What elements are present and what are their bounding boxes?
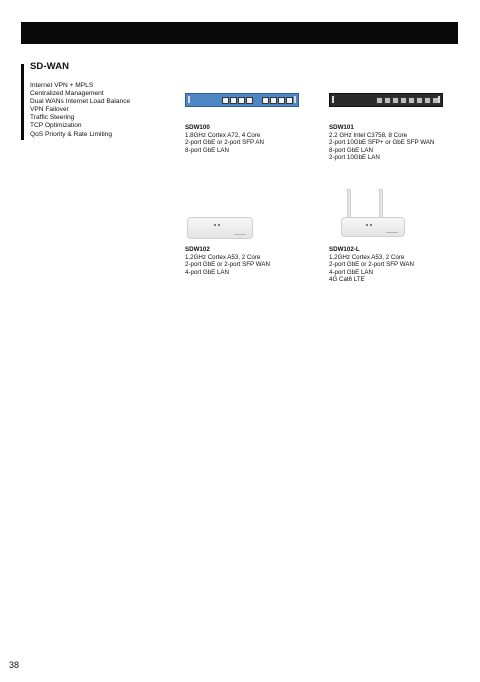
product-card-sdw101 — [329, 93, 459, 162]
product-specs — [185, 254, 315, 277]
product-card-sdw100 — [185, 93, 315, 154]
spec-line: 2-port GbE or 2-port SFP AN — [185, 139, 264, 147]
spec-line: 2.2 GHz Intel C3758, 8 Core — [329, 131, 408, 139]
feature-item: Dual WANs Internet Load Balance — [30, 98, 131, 106]
product-image-sdw102 — [185, 214, 315, 243]
spec-line: 2-port 10GbE SFP+ or GbE SFP WAN — [329, 139, 435, 147]
header-bar — [21, 22, 458, 44]
spec-line: 1.2GHz Cortex A53, 2 Core — [329, 253, 405, 261]
rackmount-appliance-image — [329, 93, 443, 107]
spec-line: 1.8GHz Cortex A72, 4 Core — [185, 131, 261, 139]
spec-line: 2-port GbE or 2-port SFP WAN — [185, 261, 270, 269]
feature-item: QoS Priority & Rate Limiting — [30, 130, 113, 138]
spec-line: 4-port GbE LAN — [185, 268, 230, 276]
product-name: SDW102-L — [329, 246, 360, 253]
desktop-appliance-image — [187, 217, 253, 239]
product-image-sdw101 — [329, 93, 459, 121]
feature-item: TCP Optimization — [30, 122, 82, 130]
rackmount-appliance-image — [185, 93, 299, 107]
product-name: SDW102 — [185, 246, 210, 253]
product-specs — [329, 254, 459, 284]
spec-line: 2-port GbE or 2-port SFP WAN — [329, 261, 414, 269]
spec-line: 1.2GHz Cortex A53, 2 Core — [185, 253, 261, 261]
spec-line: 2-port 10GbE LAN — [329, 154, 380, 162]
section-title: SD-WAN — [30, 61, 70, 72]
page-number: 38 — [9, 660, 20, 670]
feature-list — [30, 82, 130, 139]
spec-line: 4G Cat6 LTE — [329, 276, 365, 284]
spec-line: 4-port GbE LAN — [329, 268, 374, 276]
spec-line: 8-port GbE LAN — [185, 146, 230, 154]
feature-item: Internet VPN + MPLS — [30, 82, 94, 89]
product-specs — [329, 132, 459, 162]
product-card-sdw102 — [185, 214, 315, 276]
feature-item: VPN Failover — [30, 106, 69, 114]
product-card-sdw102-l — [329, 189, 459, 284]
product-name: SDW101 — [329, 124, 354, 131]
product-image-sdw100 — [185, 93, 315, 121]
product-specs — [185, 132, 315, 155]
feature-item: Centralized Management — [30, 90, 104, 98]
product-name: SDW100 — [185, 124, 210, 131]
feature-item: Traffic Steering — [30, 114, 75, 122]
spec-line: 8-port GbE LAN — [329, 146, 374, 154]
section-marker — [21, 64, 24, 140]
desktop-appliance-image — [341, 217, 405, 237]
product-image-sdw102-l — [329, 189, 459, 243]
